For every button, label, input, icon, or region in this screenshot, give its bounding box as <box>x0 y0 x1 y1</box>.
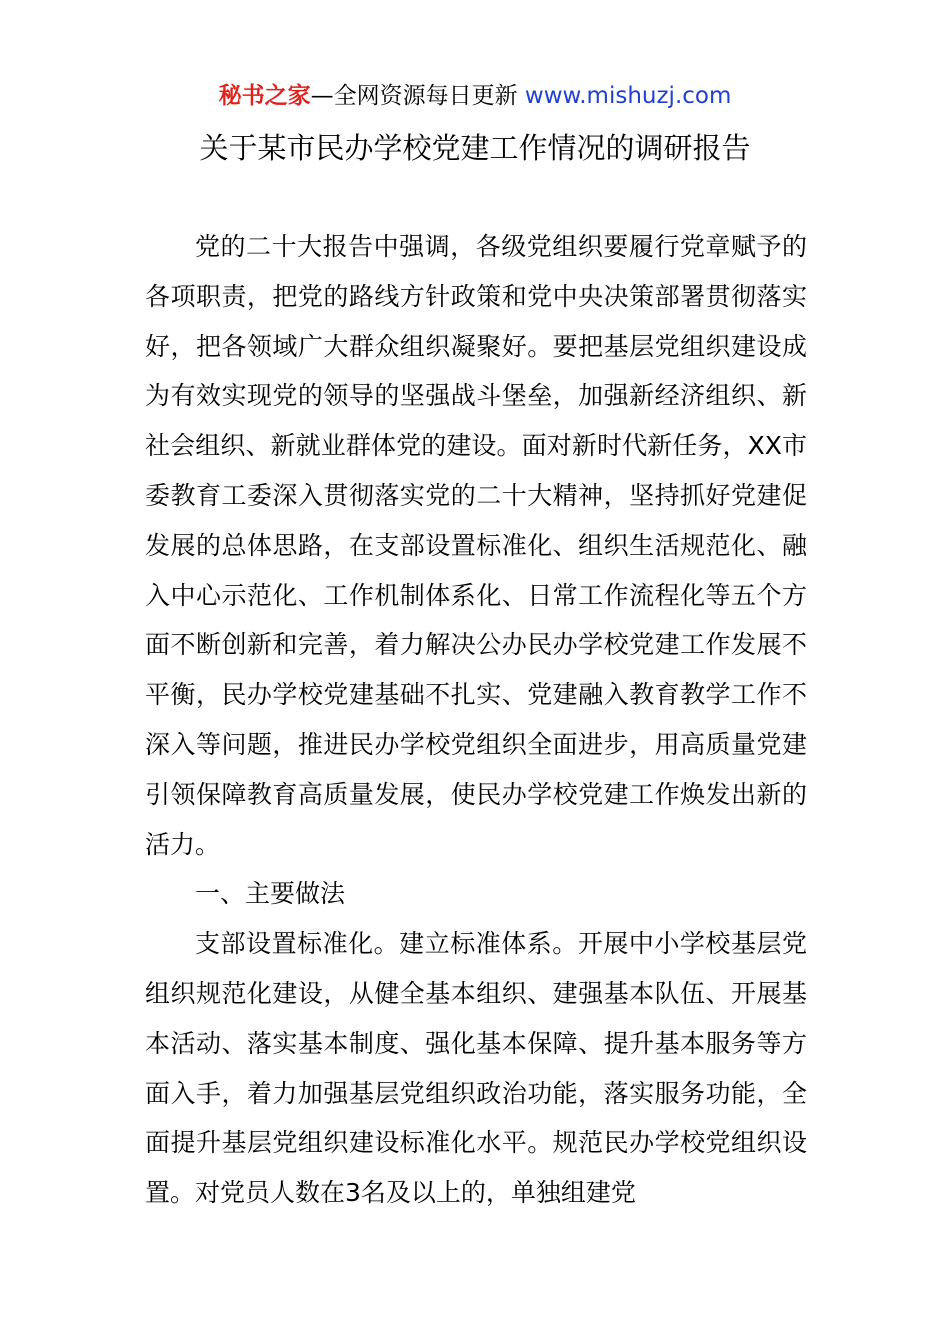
site-header <box>0 80 950 112</box>
site-url-link[interactable]: www.mishuzj.com <box>524 83 732 109</box>
section-heading: 一、主要做法 <box>195 879 346 909</box>
header-tagline: —全网资源每日更新 <box>310 83 518 109</box>
document-title: 关于某市民办学校党建工作情况的调研报告 <box>199 131 751 165</box>
body-paragraph: 支部设置标准化。建立标准体系。开展中小学校基层党组织规范化建设，从健全基本组织、建强基本队伍、开展基本活动、落实基本制度、强化基本保障、提升基本服务等方面入手，着力加强基层党组织政治功能，落实服务功能，全面提升基层党组织建设标准化水平。规范民办学校党组织设置。对党员人数在3名及以上的，单独组建党 <box>145 929 807 1208</box>
document-body <box>145 222 807 1218</box>
intro-paragraph: 党的二十大报告中强调，各级党组织要履行党章赋予的各项职责，把党的路线方针政策和党中央决策部署贯彻落实好，把各领域广大群众组织凝聚好。要把基层党组织建设成为有效实现党的领导的坚强战斗堡垒，加强新经济组织、新社会组织、新就业群体党的建设。面对新时代新任务，XX市委教育工委深入贯彻落实党的二十大精神，坚持抓好党建促发展的总体思路，在支部设置标准化、组织生活规范化、融入中心示范化、工作机制体系化、日常工作流程化等五个方面不断创新和完善，着力解决公办民办学校党建工作发展不平衡，民办学校党建基础不扎实、党建融入教育教学工作不深入等问题，推进民办学校党组织全面进步，用高质量党建引领保障教育高质量发展，使民办学校党建工作焕发出新的活力。 <box>145 232 807 859</box>
brand-name: 秘书之家 <box>218 83 311 109</box>
